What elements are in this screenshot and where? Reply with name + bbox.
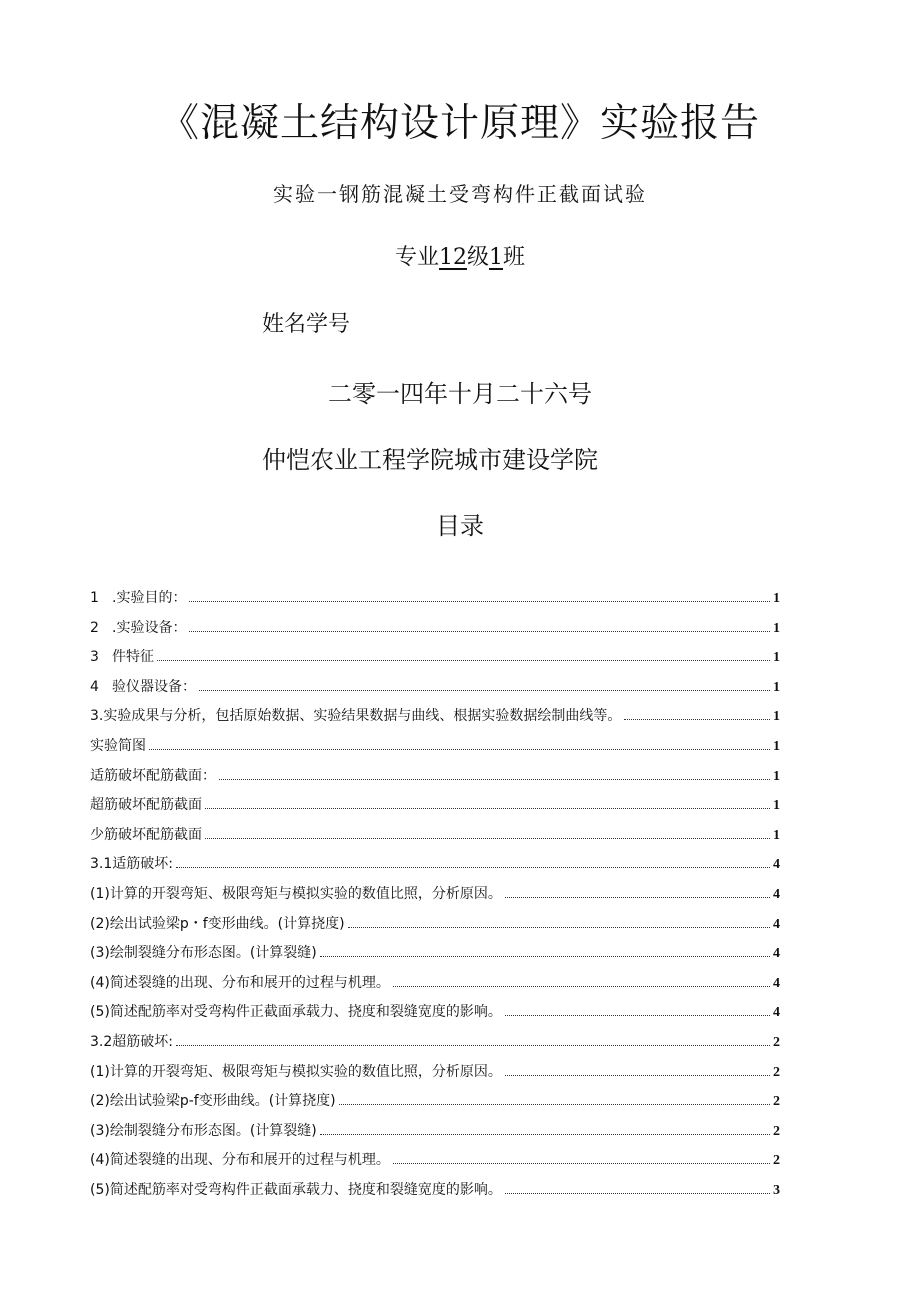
toc-entry-text: (3)绘制裂缝分布形态图。(计算裂缝) <box>90 945 317 962</box>
toc-entry[interactable] <box>90 645 780 675</box>
toc-entry[interactable] <box>90 852 780 882</box>
toc-entry-text: 3.实验成果与分析，包括原始数据、实验结果数据与曲线、根据实验数据绘制曲线等。 <box>90 708 622 725</box>
toc-entry-text: (3)绘制裂缝分布形态图。(计算裂缝) <box>90 1122 317 1139</box>
toc-page-number: 2 <box>773 1123 780 1139</box>
major-class-line <box>0 240 920 271</box>
toc-dot-leader <box>205 837 770 839</box>
toc-entry[interactable] <box>90 941 780 971</box>
toc-page-number: 4 <box>773 886 780 902</box>
toc-page-number: 1 <box>773 827 780 843</box>
toc-page-number: 4 <box>773 946 780 962</box>
toc-page-number: 4 <box>773 916 780 932</box>
toc-entry[interactable] <box>90 1030 780 1060</box>
toc-entry[interactable] <box>90 1178 780 1208</box>
toc-page-number: 4 <box>773 975 780 991</box>
toc-page-number: 2 <box>773 1064 780 1080</box>
toc-entry[interactable] <box>90 734 780 764</box>
toc-dot-leader <box>157 659 770 661</box>
report-date: 二零一四年十月二十六号 <box>328 380 592 408</box>
class-label: 班 <box>503 245 526 270</box>
toc-dot-leader <box>393 985 770 987</box>
toc-entry[interactable] <box>90 912 780 942</box>
report-title: 《混凝土结构设计原理》实验报告 <box>159 101 760 146</box>
toc-dot-leader <box>505 1014 770 1016</box>
toc-entry[interactable] <box>90 616 780 646</box>
toc-entry-text: (1)计算的开裂弯矩、极限弯矩与模拟实验的数值比照，分析原因。 <box>90 885 502 902</box>
toc-entry[interactable] <box>90 704 780 734</box>
major-label: 专业 <box>394 245 439 270</box>
toc-page-number: 3 <box>773 1182 780 1198</box>
toc-dot-leader <box>189 600 770 602</box>
toc-page-number: 1 <box>773 650 780 666</box>
toc-dot-leader <box>189 630 770 632</box>
toc-dot-leader <box>624 718 770 720</box>
toc-entry-text: (4)简述裂缝的出现、分布和展开的过程与机理。 <box>90 974 390 991</box>
toc-entry[interactable] <box>90 1148 780 1178</box>
toc-dot-leader <box>339 1103 770 1105</box>
toc-page-number: 2 <box>773 1034 780 1050</box>
toc-dot-leader <box>505 1074 770 1076</box>
toc-page-number: 1 <box>773 620 780 636</box>
toc-entry[interactable] <box>90 675 780 705</box>
toc-dot-leader <box>505 896 770 898</box>
toc-page-number: 1 <box>773 679 780 695</box>
toc-heading: 目录 <box>436 512 484 540</box>
toc-page-number: 4 <box>773 1005 780 1021</box>
toc-entry[interactable] <box>90 882 780 912</box>
toc-entry-number: 3 <box>90 649 99 666</box>
toc-page-number: 1 <box>773 709 780 725</box>
toc-entry-text: (5)简述配筋率对受弯构件正截面承载力、挠度和裂缝宽度的影响。 <box>90 1004 502 1021</box>
toc-entry[interactable] <box>90 823 780 853</box>
toc-page-number: 4 <box>773 857 780 873</box>
toc-dot-leader <box>176 866 770 868</box>
toc-entry-text: 3.2超筋破坏: <box>90 1033 173 1050</box>
school-name: 仲恺农业工程学院城市建设学院 <box>262 446 598 474</box>
toc-dot-leader <box>393 1162 770 1164</box>
toc-page-number: 2 <box>773 1094 780 1110</box>
toc-dot-leader <box>505 1192 770 1194</box>
toc-entry[interactable] <box>90 764 780 794</box>
toc-entry-text: 验仪器设备： <box>112 678 196 695</box>
toc-dot-leader <box>199 689 770 691</box>
toc-entry-text: .实验目的： <box>112 590 187 606</box>
name-student-id-line: 姓名学号 <box>262 312 351 337</box>
grade-label: 级 <box>466 245 489 270</box>
toc-dot-leader <box>205 807 770 809</box>
toc-entry-text: (4)简述裂缝的出现、分布和展开的过程与机理。 <box>90 1152 390 1169</box>
toc-entry-number: 4 <box>90 678 99 695</box>
toc-entry-text: 超筋破坏配筋截面 <box>90 797 202 814</box>
toc-entry[interactable] <box>90 1060 780 1090</box>
table-of-contents <box>90 586 780 1207</box>
experiment-subtitle: 实验一钢筋混凝土受弯构件正截面试验 <box>273 182 647 206</box>
toc-dot-leader <box>176 1044 770 1046</box>
toc-entry-text: (2)绘出试验梁p・f变形曲线。(计算挠度) <box>90 915 345 932</box>
grade-value: 12 <box>438 245 467 270</box>
toc-dot-leader <box>320 1133 770 1135</box>
toc-dot-leader <box>219 778 770 780</box>
toc-dot-leader <box>320 955 770 957</box>
toc-entry-text: 件特征 <box>112 649 154 666</box>
toc-entry[interactable] <box>90 1119 780 1149</box>
toc-entry[interactable] <box>90 1089 780 1119</box>
toc-entry-text: 3.1适筋破坏: <box>90 856 173 873</box>
toc-entry-text: (5)简述配筋率对受弯构件正截面承载力、挠度和裂缝宽度的影响。 <box>90 1181 502 1198</box>
toc-dot-leader <box>149 748 770 750</box>
toc-entry[interactable] <box>90 1000 780 1030</box>
toc-entry-text: (1)计算的开裂弯矩、极限弯矩与模拟实验的数值比照，分析原因。 <box>90 1063 502 1080</box>
toc-dot-leader <box>348 926 770 928</box>
toc-entry-text: (2)绘出试验梁p-f变形曲线。(计算挠度) <box>90 1093 336 1110</box>
toc-entry-text: 少筋破坏配筋截面 <box>90 826 202 843</box>
toc-page-number: 1 <box>773 798 780 814</box>
toc-entry-text: 适筋破坏配筋截面： <box>90 767 216 784</box>
toc-entry-text: 实验简图 <box>90 737 146 754</box>
toc-entry[interactable] <box>90 793 780 823</box>
class-value: 1 <box>489 245 503 270</box>
toc-page-number: 1 <box>773 591 780 606</box>
toc-entry[interactable] <box>90 971 780 1001</box>
toc-page-number: 1 <box>773 768 780 784</box>
toc-entry[interactable] <box>90 586 780 616</box>
toc-page-number: 1 <box>773 738 780 754</box>
toc-entry-number: 2 <box>90 619 99 636</box>
toc-page-number: 2 <box>773 1153 780 1169</box>
toc-entry-text: .实验设备： <box>112 619 187 636</box>
toc-entry-number: 1 <box>90 590 99 606</box>
